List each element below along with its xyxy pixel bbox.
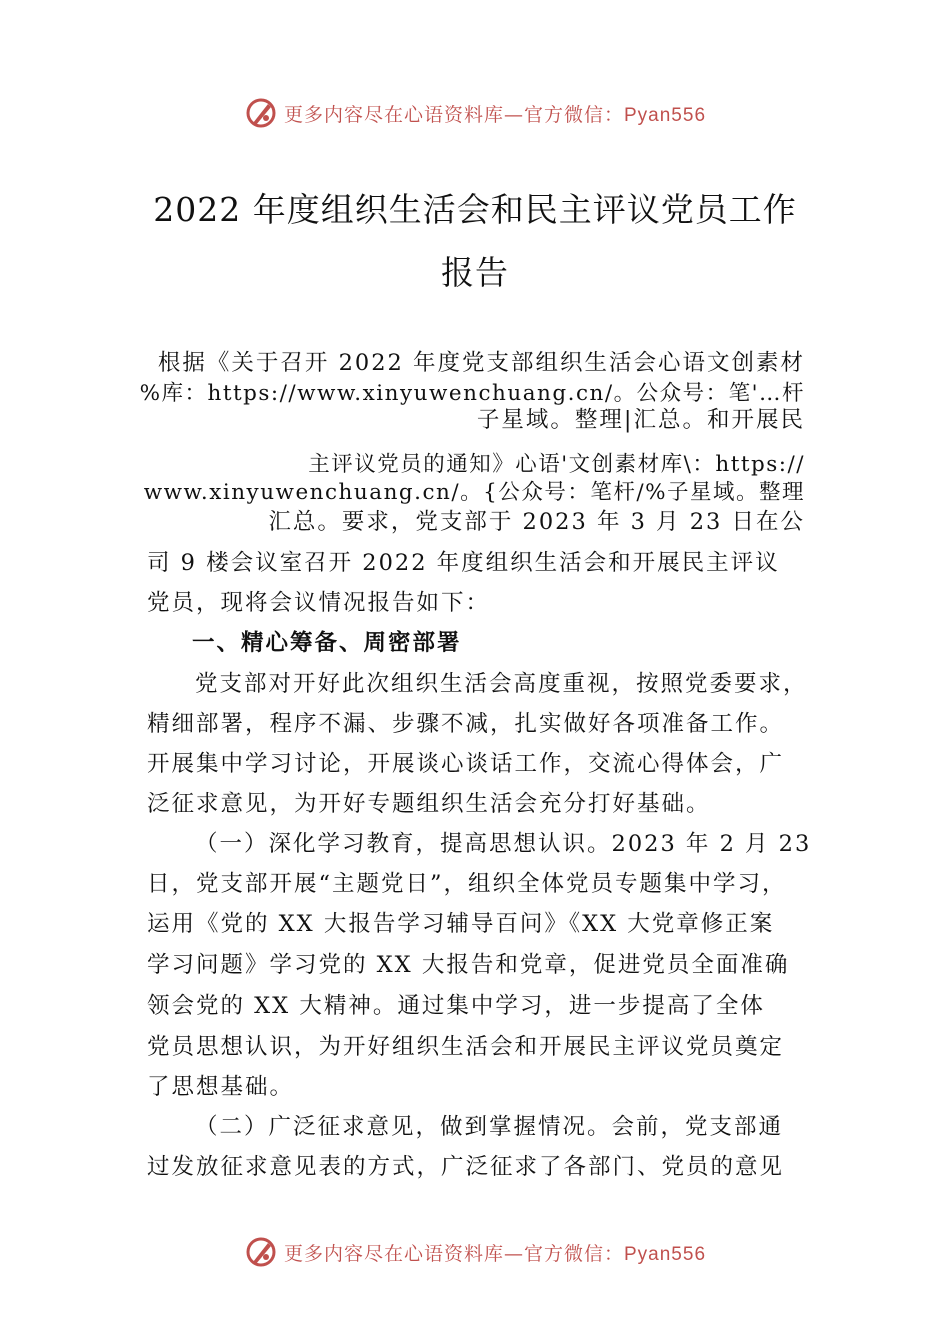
paragraph-line: 运用《党的 XX 大报告学习辅导百问》《XX 大党章修正案 <box>147 911 775 937</box>
paragraph-line: 开展集中学习讨论，开展谈心谈话工作，交流心得体会，广 <box>147 751 785 777</box>
banner-text: 更多内容尽在心语资料库—官方微信：Pyan556 <box>283 103 707 126</box>
intro-line: 主评议党员的通知》心语'文创素材库\：https:// <box>308 452 805 477</box>
pen-circle-logo-icon <box>244 96 278 130</box>
paragraph-line: 领会党的 XX 大精神。通过集中学习，进一步提高了全体 <box>147 993 765 1019</box>
intro-line: www.xinyuwenchuang.cn/。{公众号：笔杆/%子星域。整理 <box>143 480 805 505</box>
paragraph-line: 党员思想认识，为开好组织生活会和开展民主评议党员奠定 <box>147 1034 785 1060</box>
paragraph-line: 日，党支部开展“主题党日”，组织全体党员专题集中学习， <box>147 871 787 897</box>
document-title-line1: 2022 年度组织生活会和民主评议党员工作 <box>153 190 797 229</box>
banner-text: 更多内容尽在心语资料库—官方微信：Pyan556 <box>283 1242 707 1265</box>
paragraph-line: （一）深化学习教育，提高思想认识。2023 年 2 月 23 <box>195 831 812 857</box>
intro-line: 党员，现将会议情况报告如下： <box>147 590 491 616</box>
paragraph-line: 党支部对开好此次组织生活会高度重视，按照党委要求， <box>195 671 808 697</box>
pen-circle-logo-icon <box>244 1235 278 1269</box>
paragraph-line: 学习问题》学习党的 XX 大报告和党章，促进党员全面准确 <box>147 952 790 978</box>
footer-banner <box>0 1232 950 1272</box>
section-heading: 一、精心筹备、周密部署 <box>192 630 462 656</box>
paragraph-line: 泛征求意见，为开好专题组织生活会充分打好基础。 <box>147 791 711 817</box>
intro-line: 司 9 楼会议室召开 2022 年度组织生活会和开展民主评议 <box>147 550 780 576</box>
paragraph-line: 过发放征求意见表的方式，广泛征求了各部门、党员的意见 <box>147 1154 785 1180</box>
paragraph-line: 精细部署，程序不漏、步骤不减，扎实做好各项准备工作。 <box>147 711 785 737</box>
intro-line: 汇总。要求，党支部于 2023 年 3 月 23 日在公 <box>268 509 805 535</box>
document-title-line2: 报告 <box>441 253 509 292</box>
header-banner <box>0 93 950 133</box>
intro-line: 根据《关于召开 2022 年度党支部组织生活会心语文创素材 <box>157 350 805 376</box>
paragraph-line: （二）广泛征求意见，做到掌握情况。会前，党支部通 <box>195 1114 784 1140</box>
intro-line: 子星域。整理|汇总。和开展民 <box>476 407 805 433</box>
intro-line: %库：https://www.xinyuwenchuang.cn/。公众号：笔'…杆 <box>139 381 805 406</box>
paragraph-line: 了思想基础。 <box>147 1074 295 1100</box>
